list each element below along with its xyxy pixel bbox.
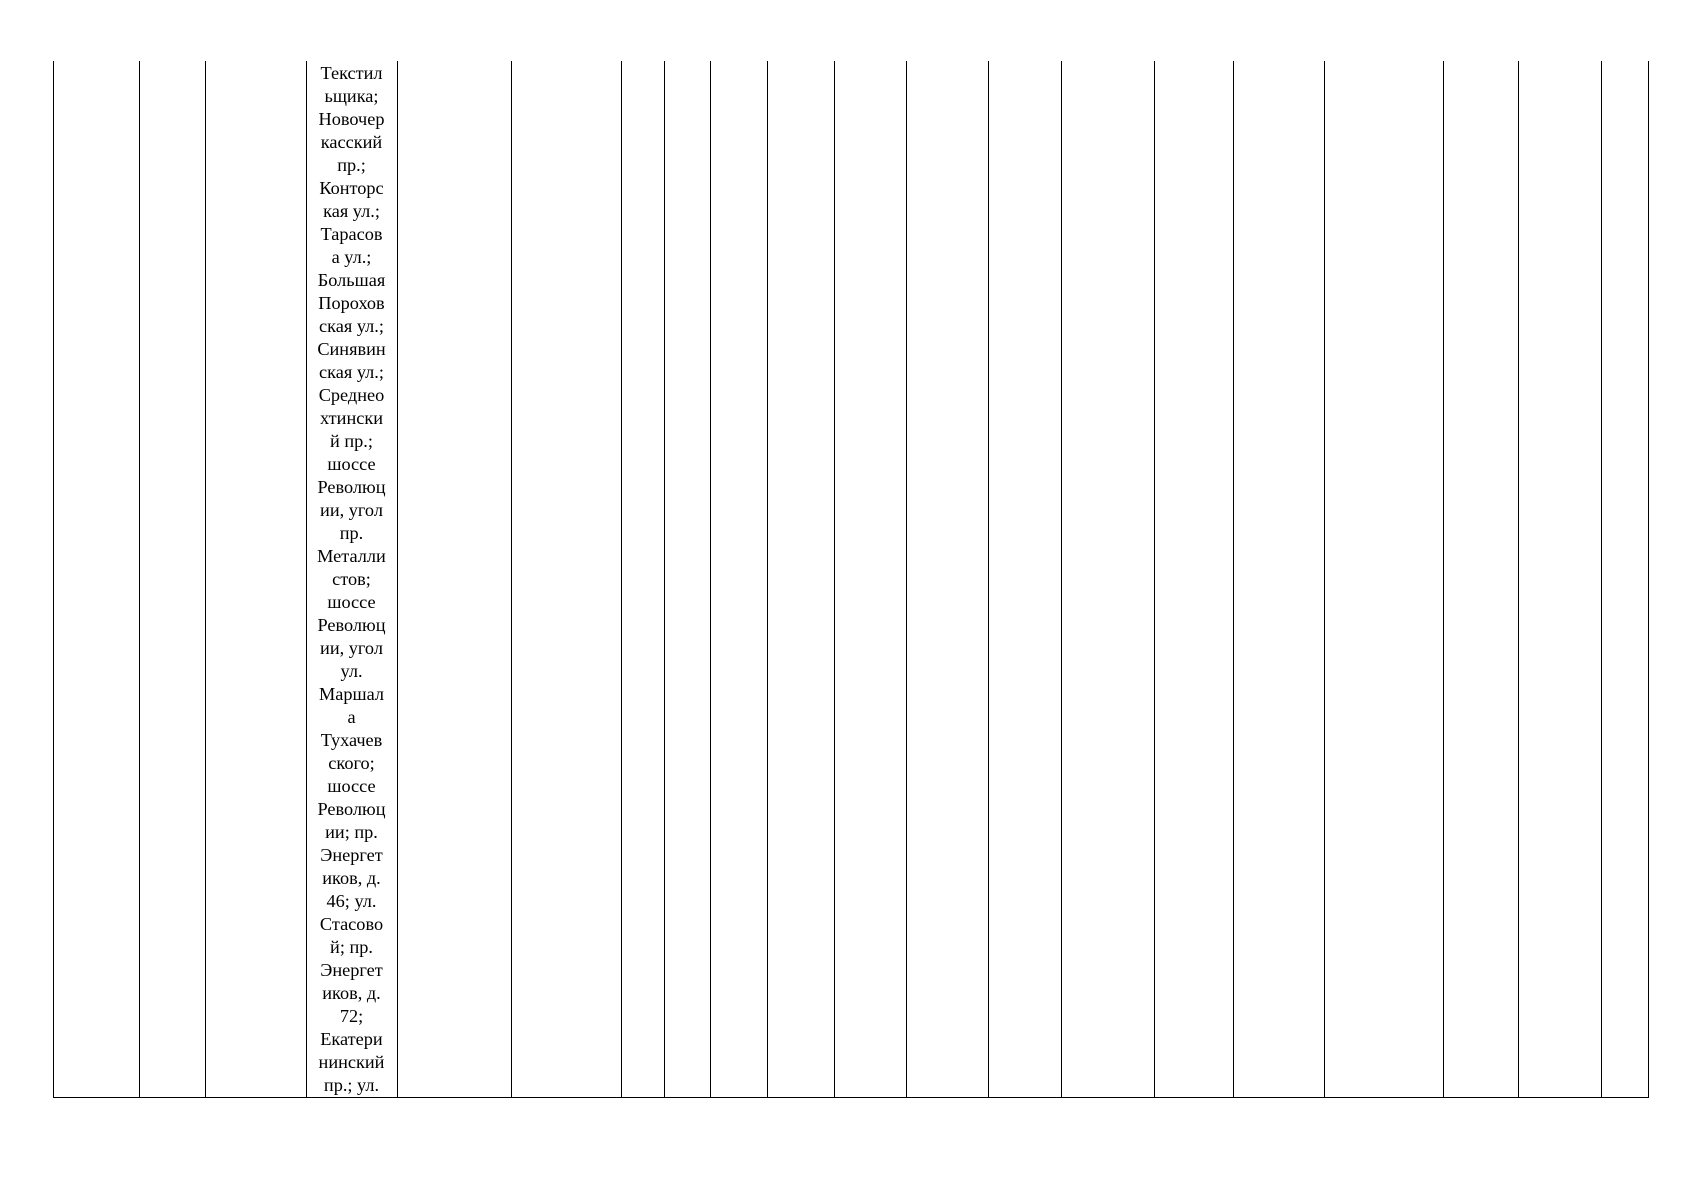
- column-border: [1518, 61, 1519, 1097]
- column-border: [1233, 61, 1234, 1097]
- address-text-line: ская ул.;: [319, 362, 384, 382]
- address-text-line: Металли: [317, 546, 386, 566]
- address-text-line: нинский: [318, 1052, 385, 1072]
- address-text-line: шоссе: [327, 592, 376, 612]
- address-text-line: Текстил: [320, 63, 383, 83]
- column-border: [664, 61, 665, 1097]
- address-text-line: пр.: [339, 523, 364, 543]
- address-text-line: 46; ул.: [326, 891, 377, 911]
- address-text-line: 72;: [339, 1006, 364, 1026]
- address-text-line: Новочер: [318, 109, 385, 129]
- address-text-line: Екатери: [320, 1029, 383, 1049]
- address-text-line: а: [347, 707, 356, 727]
- column-border: [988, 61, 989, 1097]
- address-text-line: ии, угол: [320, 500, 383, 520]
- address-text-line: иков, д.: [322, 983, 381, 1003]
- address-text-line: касский: [320, 132, 383, 152]
- address-list-cell: [306, 62, 397, 1096]
- address-text-line: ии, угол: [320, 638, 383, 658]
- address-text-line: Энергет: [320, 960, 383, 980]
- address-text-line: Энергет: [320, 845, 383, 865]
- column-border: [1324, 61, 1325, 1097]
- address-text-line: й пр.;: [330, 431, 373, 451]
- address-text-line: Конторс: [319, 178, 384, 198]
- address-text-line: Большая: [317, 270, 386, 290]
- address-text-line: ул.: [340, 661, 363, 681]
- address-text-line: Революц: [317, 615, 386, 635]
- column-border: [205, 61, 206, 1097]
- address-text-line: шоссе: [327, 776, 376, 796]
- column-border: [621, 61, 622, 1097]
- address-text-line: Тухачев: [320, 730, 383, 750]
- address-text-line: хтински: [319, 408, 384, 428]
- address-text-line: Революц: [317, 799, 386, 819]
- column-border: [139, 61, 140, 1097]
- column-border: [1648, 61, 1649, 1097]
- address-text-line: Порохов: [318, 293, 385, 313]
- table-fragment: [53, 61, 1649, 1098]
- address-text-line: пр.; ул.: [323, 1075, 380, 1095]
- address-text-line: Маршал: [319, 684, 384, 704]
- address-text-line: Синявин: [317, 339, 386, 359]
- column-border: [511, 61, 512, 1097]
- address-text-line: пр.;: [337, 155, 366, 175]
- address-text-line: Среднео: [318, 385, 385, 405]
- address-text-line: ии; пр.: [325, 822, 378, 842]
- address-text-line: й; пр.: [330, 937, 373, 957]
- address-text-line: шоссе: [327, 454, 376, 474]
- address-text-line: а ул.;: [331, 247, 372, 267]
- column-border: [397, 61, 398, 1097]
- address-text-line: Стасово: [319, 914, 384, 934]
- address-text-line: Тарасов: [320, 224, 383, 244]
- address-text-line: иков, д.: [322, 868, 381, 888]
- address-text-line: стов;: [332, 569, 371, 589]
- column-border: [1443, 61, 1444, 1097]
- address-text-line: ского;: [328, 753, 375, 773]
- column-border: [767, 61, 768, 1097]
- column-border: [53, 61, 54, 1097]
- column-border: [710, 61, 711, 1097]
- column-border: [1061, 61, 1062, 1097]
- column-border: [1601, 61, 1602, 1097]
- column-border: [906, 61, 907, 1097]
- address-text-line: ьщика;: [324, 86, 379, 106]
- address-text-line: кая ул.;: [323, 201, 380, 221]
- address-text-line: Революц: [317, 477, 386, 497]
- column-border: [1154, 61, 1155, 1097]
- column-border: [834, 61, 835, 1097]
- address-text-line: ская ул.;: [319, 316, 384, 336]
